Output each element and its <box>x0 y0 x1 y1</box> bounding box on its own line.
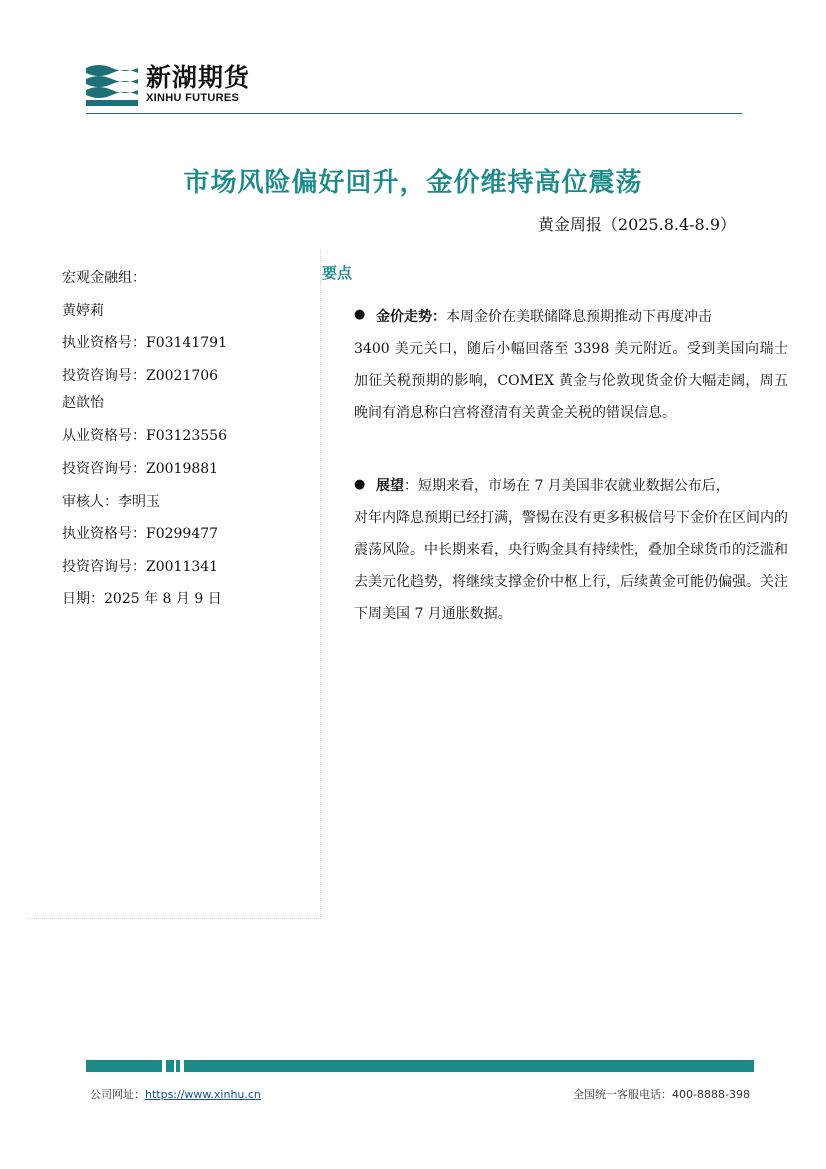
footer-website <box>90 1086 261 1102</box>
author-line: 赵歆怡 <box>62 395 104 412</box>
key-point-text: 3400 美元关口，随后小幅回落至 3398 美元附近。受到美国向瑞士加征关税预期的影响，COMEX 黄金与伦敦现货金价大幅走阔，周五晚间有消息称白宫将澄清有关黄金关税的错误信息。 <box>354 341 788 421</box>
key-point-text: 本周金价在美联储降息预期推动下再度冲击 <box>446 309 712 325</box>
author-line: 执业资格号：F03141791 <box>62 335 227 352</box>
report-title: 市场风险偏好回升，金价维持高位震荡 <box>183 168 643 198</box>
bullet-icon: ● <box>354 477 366 492</box>
report-subtitle: 黄金周报（2025.8.4-8.9） <box>537 215 736 234</box>
author-panel <box>62 262 312 616</box>
key-point-label: 展望 <box>376 478 404 494</box>
key-point-text: 对年内降息预期已经打满，警惕在没有更多积极信号下金价在区间内的震荡风险。中长期来看，央行购金具有持续性，叠加全球货币的泛滥和去美元化趋势，将继续支撑金价中枢上行，后续黄金可能仍偏强。关注下周美国 7 月通胀数据。 <box>354 510 788 622</box>
logo-mark-icon <box>86 62 138 108</box>
footer-bar <box>86 1060 754 1072</box>
author-line: 从业资格号：F03123556 <box>62 428 227 445</box>
report-date: 日期：2025 年 8 月 9 日 <box>62 591 222 608</box>
key-point-text: ：短期来看，市场在 7 月美国非农就业数据公布后， <box>404 478 730 494</box>
footer-hotline: 全国统一客服电话：400-8888-398 <box>573 1088 750 1101</box>
author-group: 宏观金融组： <box>62 270 146 286</box>
website-label: 公司网址： <box>90 1088 145 1101</box>
header-divider <box>86 113 742 114</box>
key-point-label: 金价走势： <box>376 309 446 325</box>
author-line: 投资咨询号：Z0019881 <box>62 460 219 477</box>
bullet-icon: ● <box>354 307 366 322</box>
author-line: 投资咨询号：Z0011341 <box>62 558 219 575</box>
author-line: 审核人：李明玉 <box>62 493 160 510</box>
key-point-price-trend <box>354 301 788 429</box>
website-link[interactable]: https://www.xinhu.cn <box>145 1088 261 1101</box>
author-line: 黄婷莉 <box>62 302 104 319</box>
logo-chinese-name: 新湖期货 <box>146 63 251 92</box>
key-points-heading: 要点 <box>322 264 353 282</box>
company-logo <box>86 62 266 108</box>
author-line: 投资咨询号：Z0021706 <box>62 367 219 384</box>
logo-english-name: XINHU FUTURES <box>146 92 240 104</box>
key-point-outlook <box>354 470 788 630</box>
author-line: 执业资格号：F0299477 <box>62 526 219 543</box>
